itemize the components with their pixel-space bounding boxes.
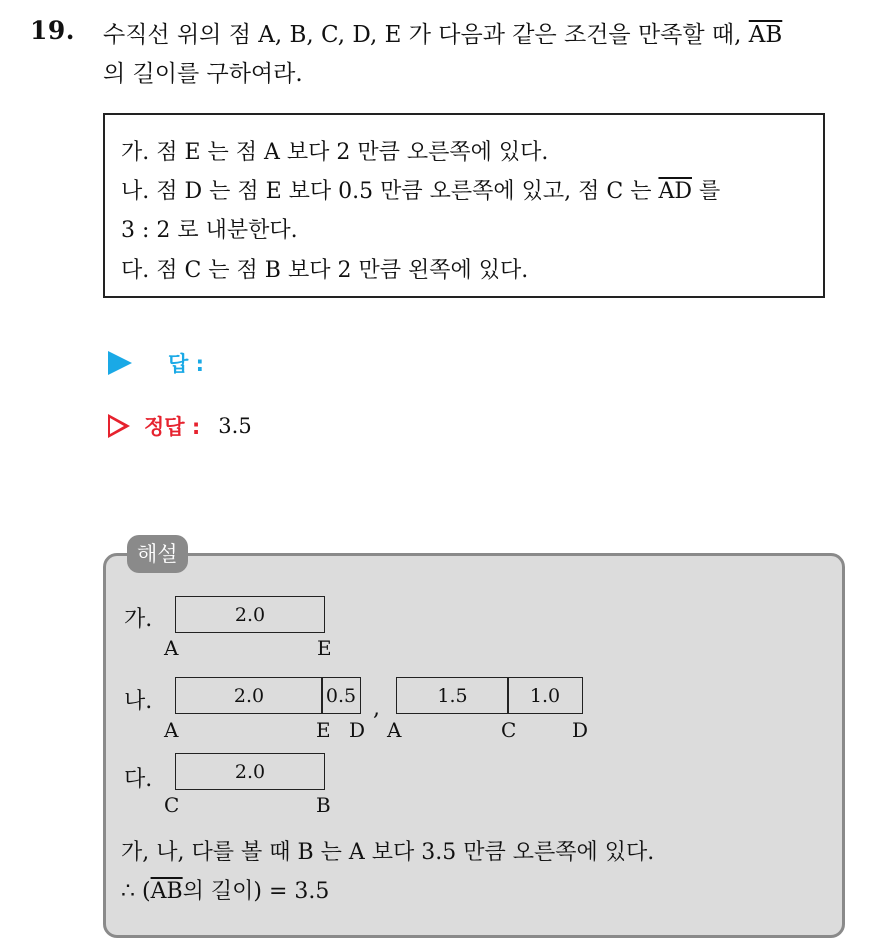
question-line-1: 수직선 위의 점 A, B, C, D, E 가 다음과 같은 조건을 만족할 때, $\overline{AB}$ xyxy=(103,22,783,48)
row-da-segment-cb: 2.0 xyxy=(175,753,325,790)
condition-na: 나. 점 D 는 점 E 보다 0.5 만큼 오른쪽에 있고, 점 C 는 $\overline{AD}$ 를 xyxy=(121,179,721,204)
condition-ga: 가. 점 E 는 점 A 보다 2 만큼 오른쪽에 있다. xyxy=(121,140,549,165)
explanation-conclusion: ∴ ($\overline{AB}$의 길이) = 3.5 xyxy=(121,879,330,904)
correct-answer-label: 정답 : xyxy=(144,415,201,439)
outline-triangle-icon xyxy=(108,414,130,438)
row-ga-point-e: E xyxy=(317,636,332,660)
conclusion-ab-overline: $\overline{AB}$ xyxy=(150,879,183,904)
correct-answer-value: 3.5 xyxy=(218,414,252,438)
play-triangle-icon xyxy=(108,351,132,375)
row-na-segment-ed: 0.5 xyxy=(321,677,361,714)
question-text xyxy=(103,16,782,94)
segment-ad-overline: $\overline{AD}$ xyxy=(658,179,692,204)
row-na-point-d2: D xyxy=(572,718,589,742)
row-na-point-a: A xyxy=(164,718,179,742)
question-number: 19. xyxy=(30,16,75,45)
segment-ab-overline: $\overline{AB}$ xyxy=(748,22,783,48)
row-na-point-d: D xyxy=(349,718,366,742)
row-na-segment-ac: 1.5 xyxy=(396,677,509,714)
explanation-box xyxy=(103,553,845,938)
row-da-point-c: C xyxy=(164,793,180,817)
row-ga-point-a: A xyxy=(164,636,179,660)
condition-da: 다. 점 C 는 점 B 보다 2 만큼 왼쪽에 있다. xyxy=(121,258,529,283)
row-na-segment-cd: 1.0 xyxy=(507,677,583,714)
row-na-point-a2: A xyxy=(387,718,402,742)
row-na-point-c: C xyxy=(501,718,517,742)
answer-row xyxy=(108,348,204,378)
explanation-tab: 해설 xyxy=(127,535,188,573)
row-ga-label: 가. xyxy=(124,607,153,632)
row-na-comma: , xyxy=(373,696,380,721)
row-da-label: 다. xyxy=(124,767,153,792)
answer-label: 답 : xyxy=(168,352,204,376)
row-na-point-e: E xyxy=(316,718,331,742)
row-da-point-b: B xyxy=(316,793,331,817)
row-na-label: 나. xyxy=(124,689,153,714)
row-na-segment-ae: 2.0 xyxy=(175,677,323,714)
condition-na-cont: 3 : 2 로 내분한다. xyxy=(121,218,298,243)
question-line-2: 의 길이를 구하여라. xyxy=(103,61,303,87)
correct-answer-row xyxy=(108,411,252,441)
conditions-box xyxy=(103,113,825,298)
explanation-summary: 가, 나, 다를 볼 때 B 는 A 보다 3.5 만큼 오른쪽에 있다. xyxy=(121,840,655,865)
row-ga-segment-ae: 2.0 xyxy=(175,596,325,633)
